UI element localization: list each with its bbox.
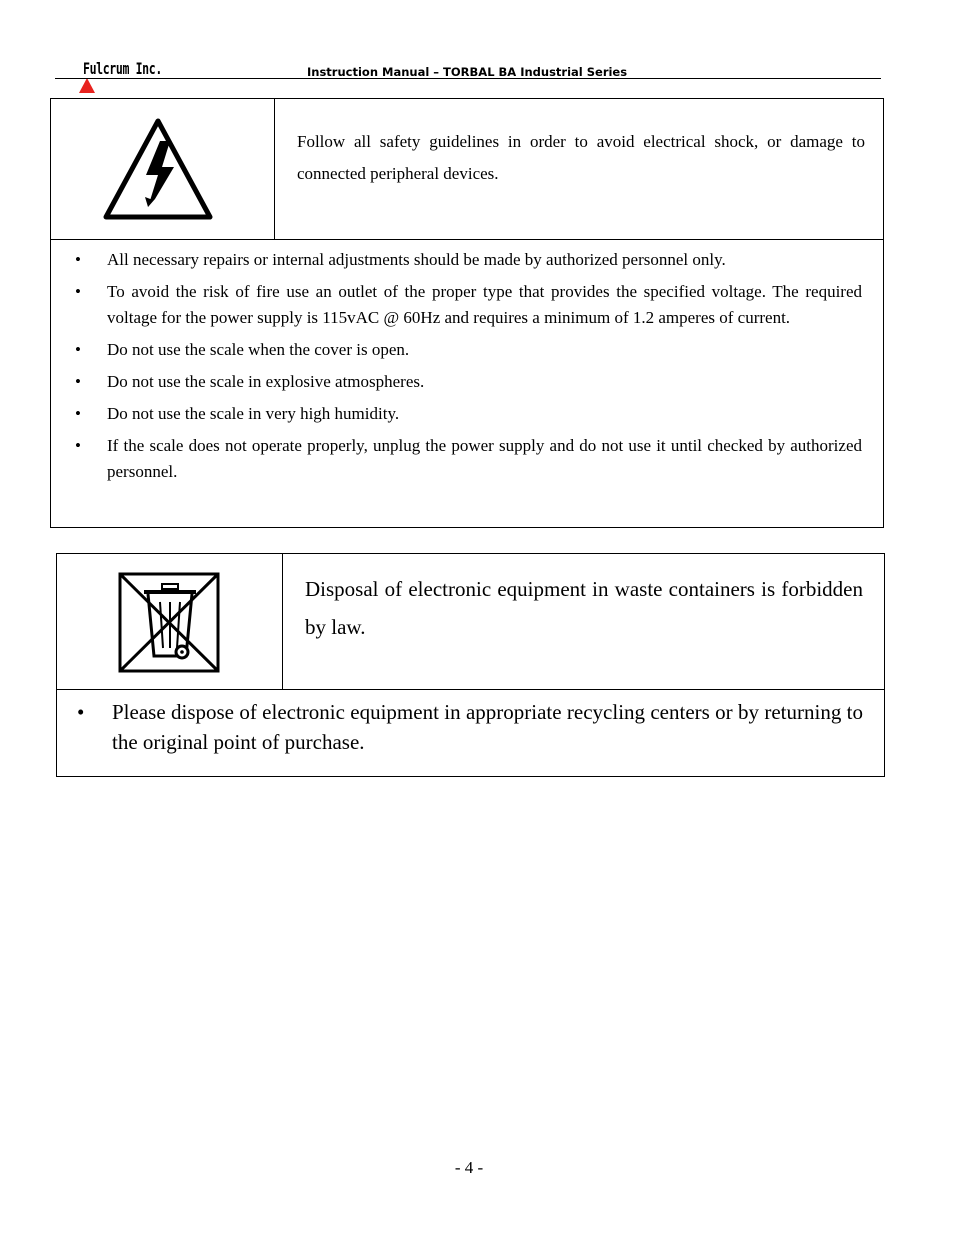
header-rule — [55, 78, 881, 79]
logo-triangle-icon — [78, 78, 96, 94]
company-logo: Fulcrum Inc. — [83, 59, 162, 78]
high-voltage-warning-icon — [102, 117, 214, 221]
row-divider — [57, 689, 884, 690]
safety-bullet-list — [75, 247, 862, 491]
header-title: Instruction Manual – TORBAL BA Industrial Series — [307, 65, 628, 79]
disposal-icon-cell — [57, 554, 283, 689]
list-item: • Do not use the scale in explosive atmospheres. — [75, 372, 425, 391]
list-item: • Do not use the scale in very high humidity. — [75, 404, 400, 423]
page-number: - 4 - — [454, 1158, 484, 1177]
safety-notice: Follow all safety guidelines in order to avoid electrical shock, or damage to connected peripheral devices. — [297, 132, 865, 183]
list-item: • Please dispose of electronic equipment in appropriate recycling centers or by returning to the original point of purchase. — [77, 700, 863, 754]
page-header — [55, 56, 881, 96]
row-divider — [51, 239, 883, 240]
list-item: • To avoid the risk of fire use an outlet of the proper type that provides the specified voltage. The required voltage for the power supply is 115vAC @ 60Hz and requires a minimum of 1.2 amperes of current. — [75, 282, 862, 327]
list-item: • Do not use the scale when the cover is open. — [75, 340, 410, 359]
disposal-notice-box — [56, 553, 885, 777]
list-item: • All necessary repairs or internal adjustments should be made by authorized personnel only. — [75, 250, 726, 269]
list-item: • If the scale does not operate properly, unplug the power supply and do not use it until checked by authorized personnel. — [75, 436, 862, 481]
safety-warning-box — [50, 98, 884, 528]
crossed-out-wheelie-bin-icon — [118, 572, 220, 673]
safety-icon-cell — [51, 99, 275, 239]
disposal-bullet-list — [77, 697, 863, 757]
disposal-notice: Disposal of electronic equipment in waste containers is forbidden by law. — [305, 577, 863, 639]
